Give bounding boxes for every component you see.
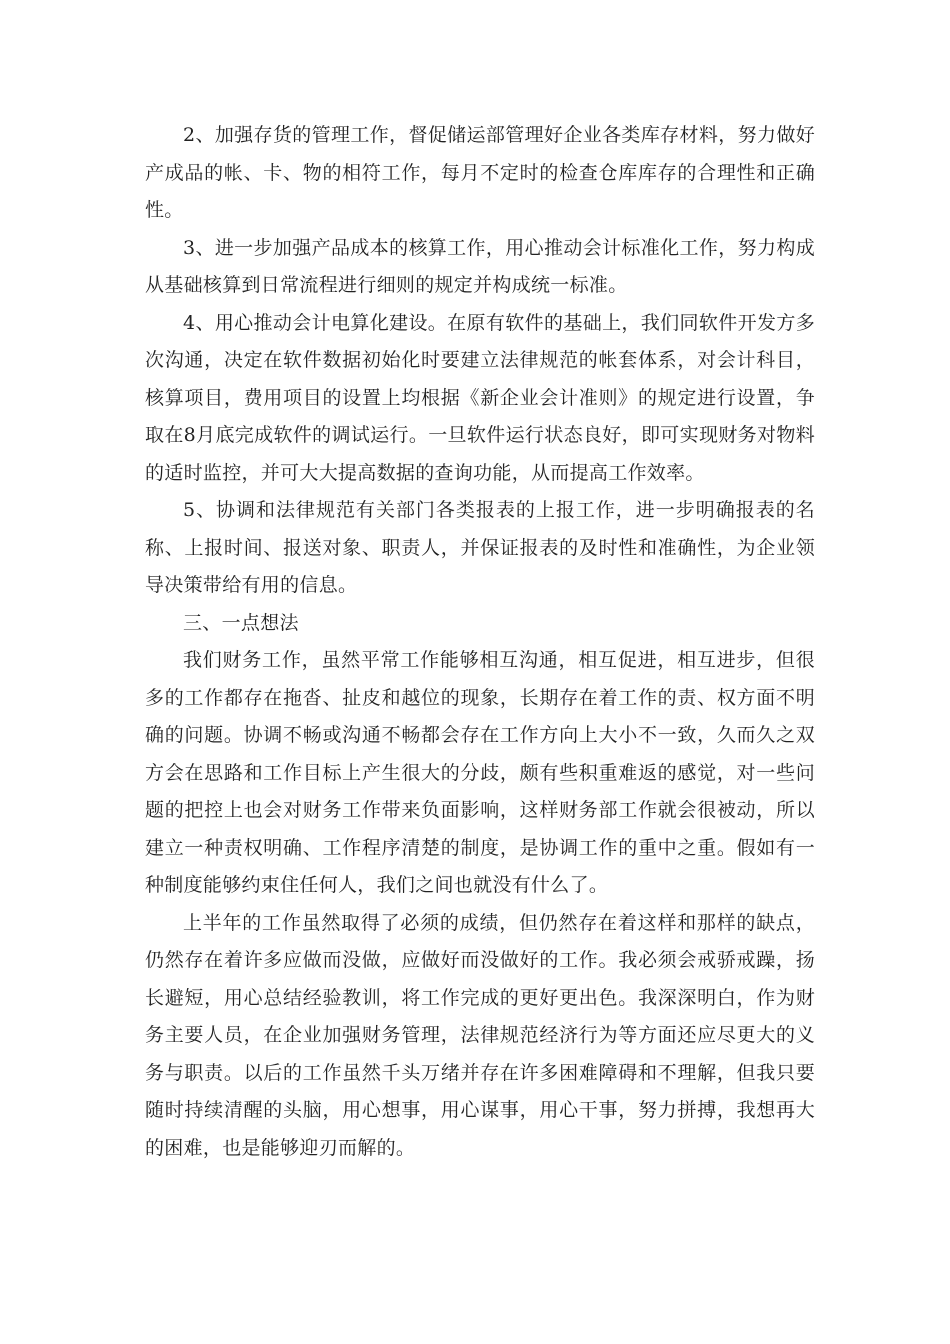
document-body xyxy=(145,117,815,1167)
paragraph-cost-accounting: 3、进一步加强产品成本的核算工作，用心推动会计标准化工作，努力构成从基础核算到日常流程进行细则的规定并构成统一标准。 xyxy=(145,236,815,296)
paragraph-thoughts: 我们财务工作，虽然平常工作能够相互沟通，相互促进，相互进步，但很多的工作都存在拖沓、扯皮和越位的现象，长期存在着工作的责、权方面不明确的问题。协调不畅或沟通不畅都会存在工作方向上大小不一致，久而久之双方会在思路和工作目标上产生很大的分歧，颇有些积重难返的感觉，对一些问题的把控上也会对财务工作带来负面影响，这样财务部工作就会很被动，所以建立一种责权明确、工作程序清楚的制度，是协调工作的重中之重。假如有一种制度能够约束住任何人，我们之间也就没有什么了。 xyxy=(145,649,815,896)
paragraph-report-coordination: 5、协调和法律规范有关部门各类报表的上报工作，进一步明确报表的名称、上报时间、报送对象、职责人，并保证报表的及时性和准确性，为企业领导决策带给有用的信息。 xyxy=(145,499,815,596)
section-heading-thoughts: 三、一点想法 xyxy=(183,611,299,634)
paragraph-accounting-computerization: 4、用心推动会计电算化建设。在原有软件的基础上，我们同软件开发方多次沟通，决定在软件数据初始化时要建立法律规范的帐套体系，对会计科目，核算项目，费用项目的设置上均根据《新企业会计准则》的规定进行设置，争取在8月底完成软件的调试运行。一旦软件运行状态良好，即可实现财务对物料的适时监控，并可大大提高数据的查询功能，从而提高工作效率。 xyxy=(145,311,815,484)
paragraph-conclusion: 上半年的工作虽然取得了必须的成绩，但仍然存在着这样和那样的缺点，仍然存在着许多应做而没做，应做好而没做好的工作。我必须会戒骄戒躁，扬长避短，用心总结经验教训，将工作完成的更好更出色。我深深明白，作为财务主要人员，在企业加强财务管理，法律规范经济行为等方面还应尽更大的义务与职责。以后的工作虽然千头万绪并存在许多困难障碍和不理解，但我只要随时持续清醒的头脑，用心想事，用心谋事，用心干事，努力拼搏，我想再大的困难，也是能够迎刃而解的。 xyxy=(145,911,815,1159)
paragraph-inventory-management: 2、加强存货的管理工作，督促储运部管理好企业各类库存材料，努力做好产成品的帐、卡、物的相符工作，每月不定时的检查仓库库存的合理性和正确性。 xyxy=(145,124,815,221)
